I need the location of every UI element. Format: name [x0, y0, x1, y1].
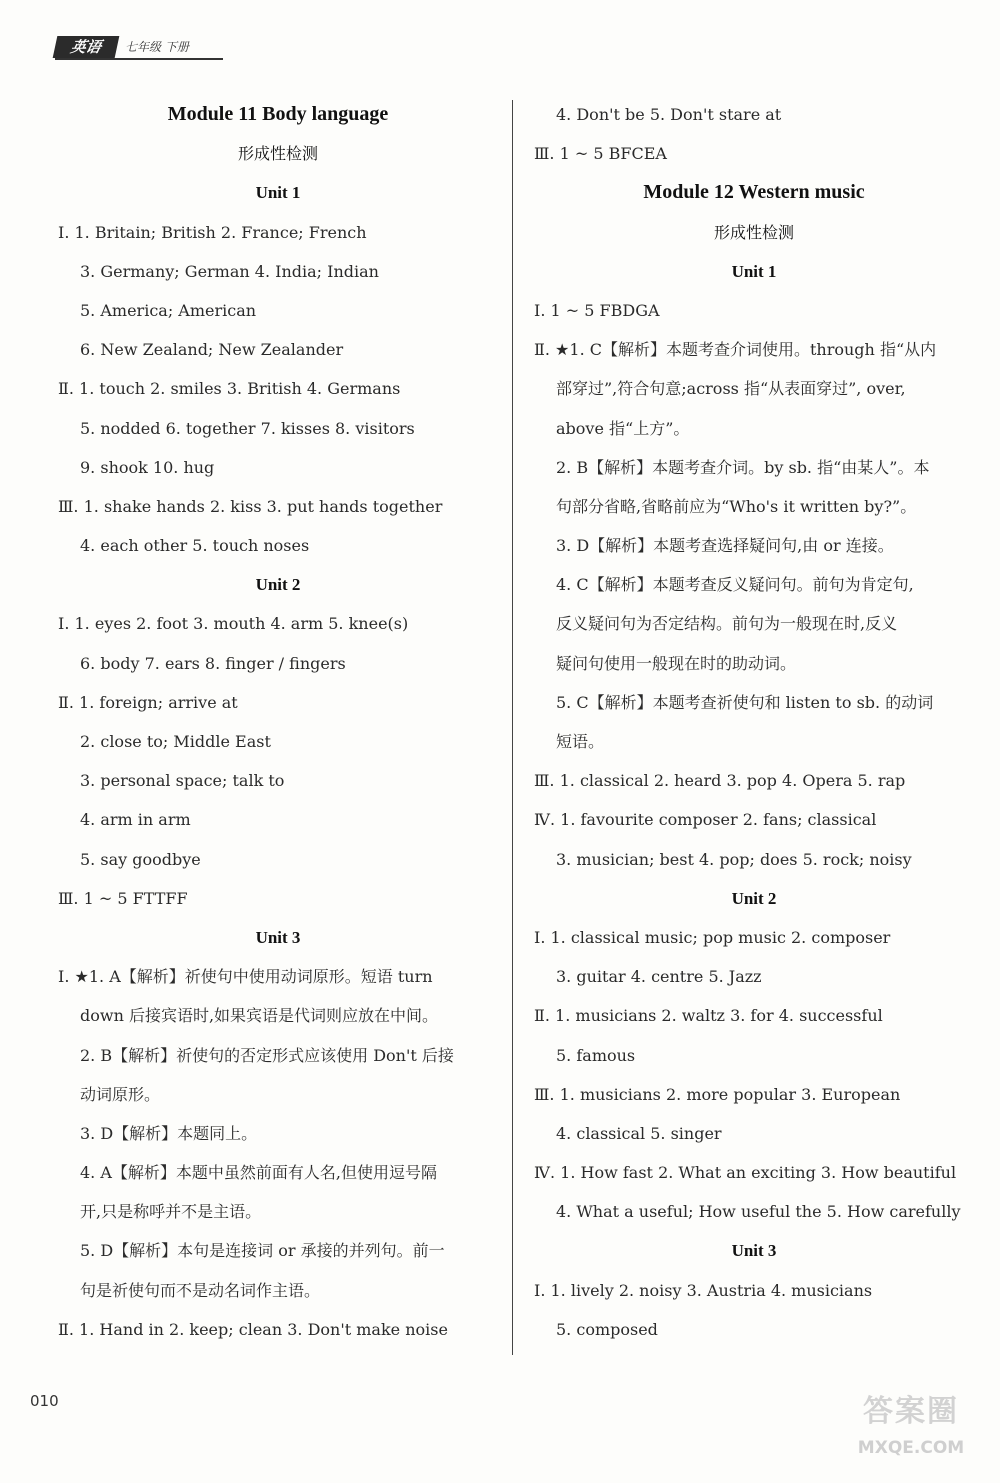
answer-line: Ⅰ. ★1. A【解析】祈使句中使用动词原形。短语 turn	[58, 967, 433, 987]
answer-line: Ⅳ. 1. How fast 2. What an exciting 3. How beautiful	[534, 1163, 957, 1183]
answer-line: Ⅱ. 1. musicians 2. waltz 3. for 4. successful	[534, 1006, 883, 1026]
answer-line: Ⅱ. 1. Hand in 2. keep; clean 3. Don't make noise	[58, 1319, 448, 1339]
answer-line: 3. guitar 4. centre 5. Jazz	[556, 967, 762, 987]
module-title: Module 12 Western music	[643, 181, 865, 204]
answer-line: Ⅲ. 1. musicians 2. more popular 3. European	[534, 1084, 901, 1104]
page-number: 010	[30, 1392, 59, 1410]
unit-heading: Unit 1	[731, 261, 777, 281]
unit-heading: Unit 3	[255, 927, 301, 947]
answer-line: 5. nodded 6. together 7. kisses 8. visitors	[80, 418, 415, 438]
left-column	[58, 95, 498, 1349]
answer-line: Ⅱ. 1. foreign; arrive at	[58, 692, 238, 712]
unit-heading: Unit 2	[731, 888, 777, 908]
section-subtitle: 形成性检测	[237, 144, 318, 164]
answer-line: 5. C【解析】本题考查祈使句和 listen to sb. 的动词	[556, 692, 934, 712]
answer-line: 4. What a useful; How useful the 5. How carefully	[556, 1202, 961, 1222]
answer-line: 部穿过”,符合句意;across 指“从表面穿过”, over,	[556, 379, 906, 399]
answer-line: 5. say goodbye	[80, 849, 201, 869]
watermark-title: 答案圈	[863, 1394, 959, 1429]
answer-line: 6. body 7. ears 8. finger / fingers	[80, 653, 346, 673]
answer-line: above 指“上方”。	[556, 418, 690, 438]
answer-line: Ⅰ. 1. classical music; pop music 2. composer	[534, 927, 891, 947]
answer-line: 5. famous	[556, 1045, 636, 1065]
answer-line: 动词原形。	[80, 1084, 161, 1104]
answer-line: 5. composed	[556, 1319, 658, 1339]
answer-line: Ⅲ. 1. shake hands 2. kiss 3. put hands together	[58, 496, 443, 516]
answer-line: 2. B【解析】本题考查介词。by sb. 指“由某人”。本	[556, 457, 930, 477]
answer-line: Ⅱ. 1. touch 2. smiles 3. British 4. Germans	[58, 379, 401, 399]
answer-line: Ⅱ. ★1. C【解析】本题考查介词使用。through 指“从内	[534, 340, 937, 360]
answer-line: 句是祈使句而不是动名词作主语。	[80, 1280, 321, 1300]
column-divider	[512, 100, 513, 1355]
unit-heading: Unit 2	[255, 575, 301, 595]
answer-line: down 后接宾语时,如果宾语是代词则应放在中间。	[80, 1006, 439, 1026]
answer-line: 2. B【解析】祈使句的否定形式应该使用 Don't 后接	[80, 1045, 454, 1065]
grade-label: 七年级 下册	[125, 40, 189, 54]
answer-line: Ⅲ. 1. classical 2. heard 3. pop 4. Opera 5. rap	[534, 771, 906, 791]
answer-line: 4. arm in arm	[80, 810, 191, 830]
answer-line: 短语。	[556, 732, 605, 751]
answer-line: 4. Don't be 5. Don't stare at	[556, 105, 782, 124]
answer-line: 3. personal space; talk to	[80, 771, 285, 791]
watermark-logo	[836, 1388, 986, 1470]
answer-line: 9. shook 10. hug	[80, 457, 215, 477]
answer-line: 4. each other 5. touch noses	[80, 536, 310, 556]
answer-line: 句部分省略,省略前应为“Who's it written by?”。	[556, 496, 917, 516]
subject-badge: 英语	[53, 36, 120, 58]
answer-line: Ⅰ. 1. eyes 2. foot 3. mouth 4. arm 5. knee(s)	[58, 614, 409, 634]
answer-line: 4. A【解析】本题中虽然前面有人名,但使用逗号隔	[80, 1163, 437, 1183]
watermark-url: MXQE.COM	[857, 1438, 965, 1458]
answer-line: Ⅲ. 1 ~ 5 FTTFF	[58, 888, 188, 908]
page-header	[55, 36, 223, 60]
answer-line: 5. America; American	[80, 300, 257, 320]
answer-line: Ⅳ. 1. favourite composer 2. fans; classical	[534, 810, 877, 830]
answer-line: 5. D【解析】本句是连接词 or 承接的并列句。前一	[80, 1241, 445, 1261]
answer-line: Ⅰ. 1. Britain; British 2. France; French	[58, 222, 367, 242]
answer-line: 6. New Zealand; New Zealander	[80, 340, 344, 360]
answer-line: Ⅰ. 1. lively 2. noisy 3. Austria 4. musicians	[534, 1280, 873, 1300]
section-subtitle: 形成性检测	[713, 222, 794, 242]
answer-line: Ⅰ. 1 ~ 5 FBDGA	[534, 300, 660, 320]
answer-line: 3. D【解析】本题考查选择疑问句,由 or 连接。	[556, 536, 894, 556]
answer-line: 3. D【解析】本题同上。	[80, 1123, 258, 1143]
answer-line: 反义疑问句为否定结构。前句为一般现在时,反义	[556, 614, 898, 634]
answer-line: 疑问句使用一般现在时的助动词。	[556, 653, 797, 673]
right-column	[534, 95, 974, 1349]
answer-line: 开,只是称呼并不是主语。	[80, 1202, 262, 1222]
answer-line: 3. musician; best 4. pop; does 5. rock; noisy	[556, 849, 912, 869]
unit-heading: Unit 1	[255, 183, 301, 203]
answer-line: 4. C【解析】本题考查反义疑问句。前句为肯定句,	[556, 575, 914, 595]
answer-line: 2. close to; Middle East	[80, 732, 271, 751]
answer-line: 3. Germany; German 4. India; Indian	[80, 261, 379, 281]
unit-heading: Unit 3	[731, 1241, 777, 1261]
module-title: Module 11 Body language	[167, 103, 389, 125]
answer-line: 4. classical 5. singer	[556, 1123, 722, 1143]
answer-line: Ⅲ. 1 ~ 5 BFCEA	[534, 144, 667, 164]
